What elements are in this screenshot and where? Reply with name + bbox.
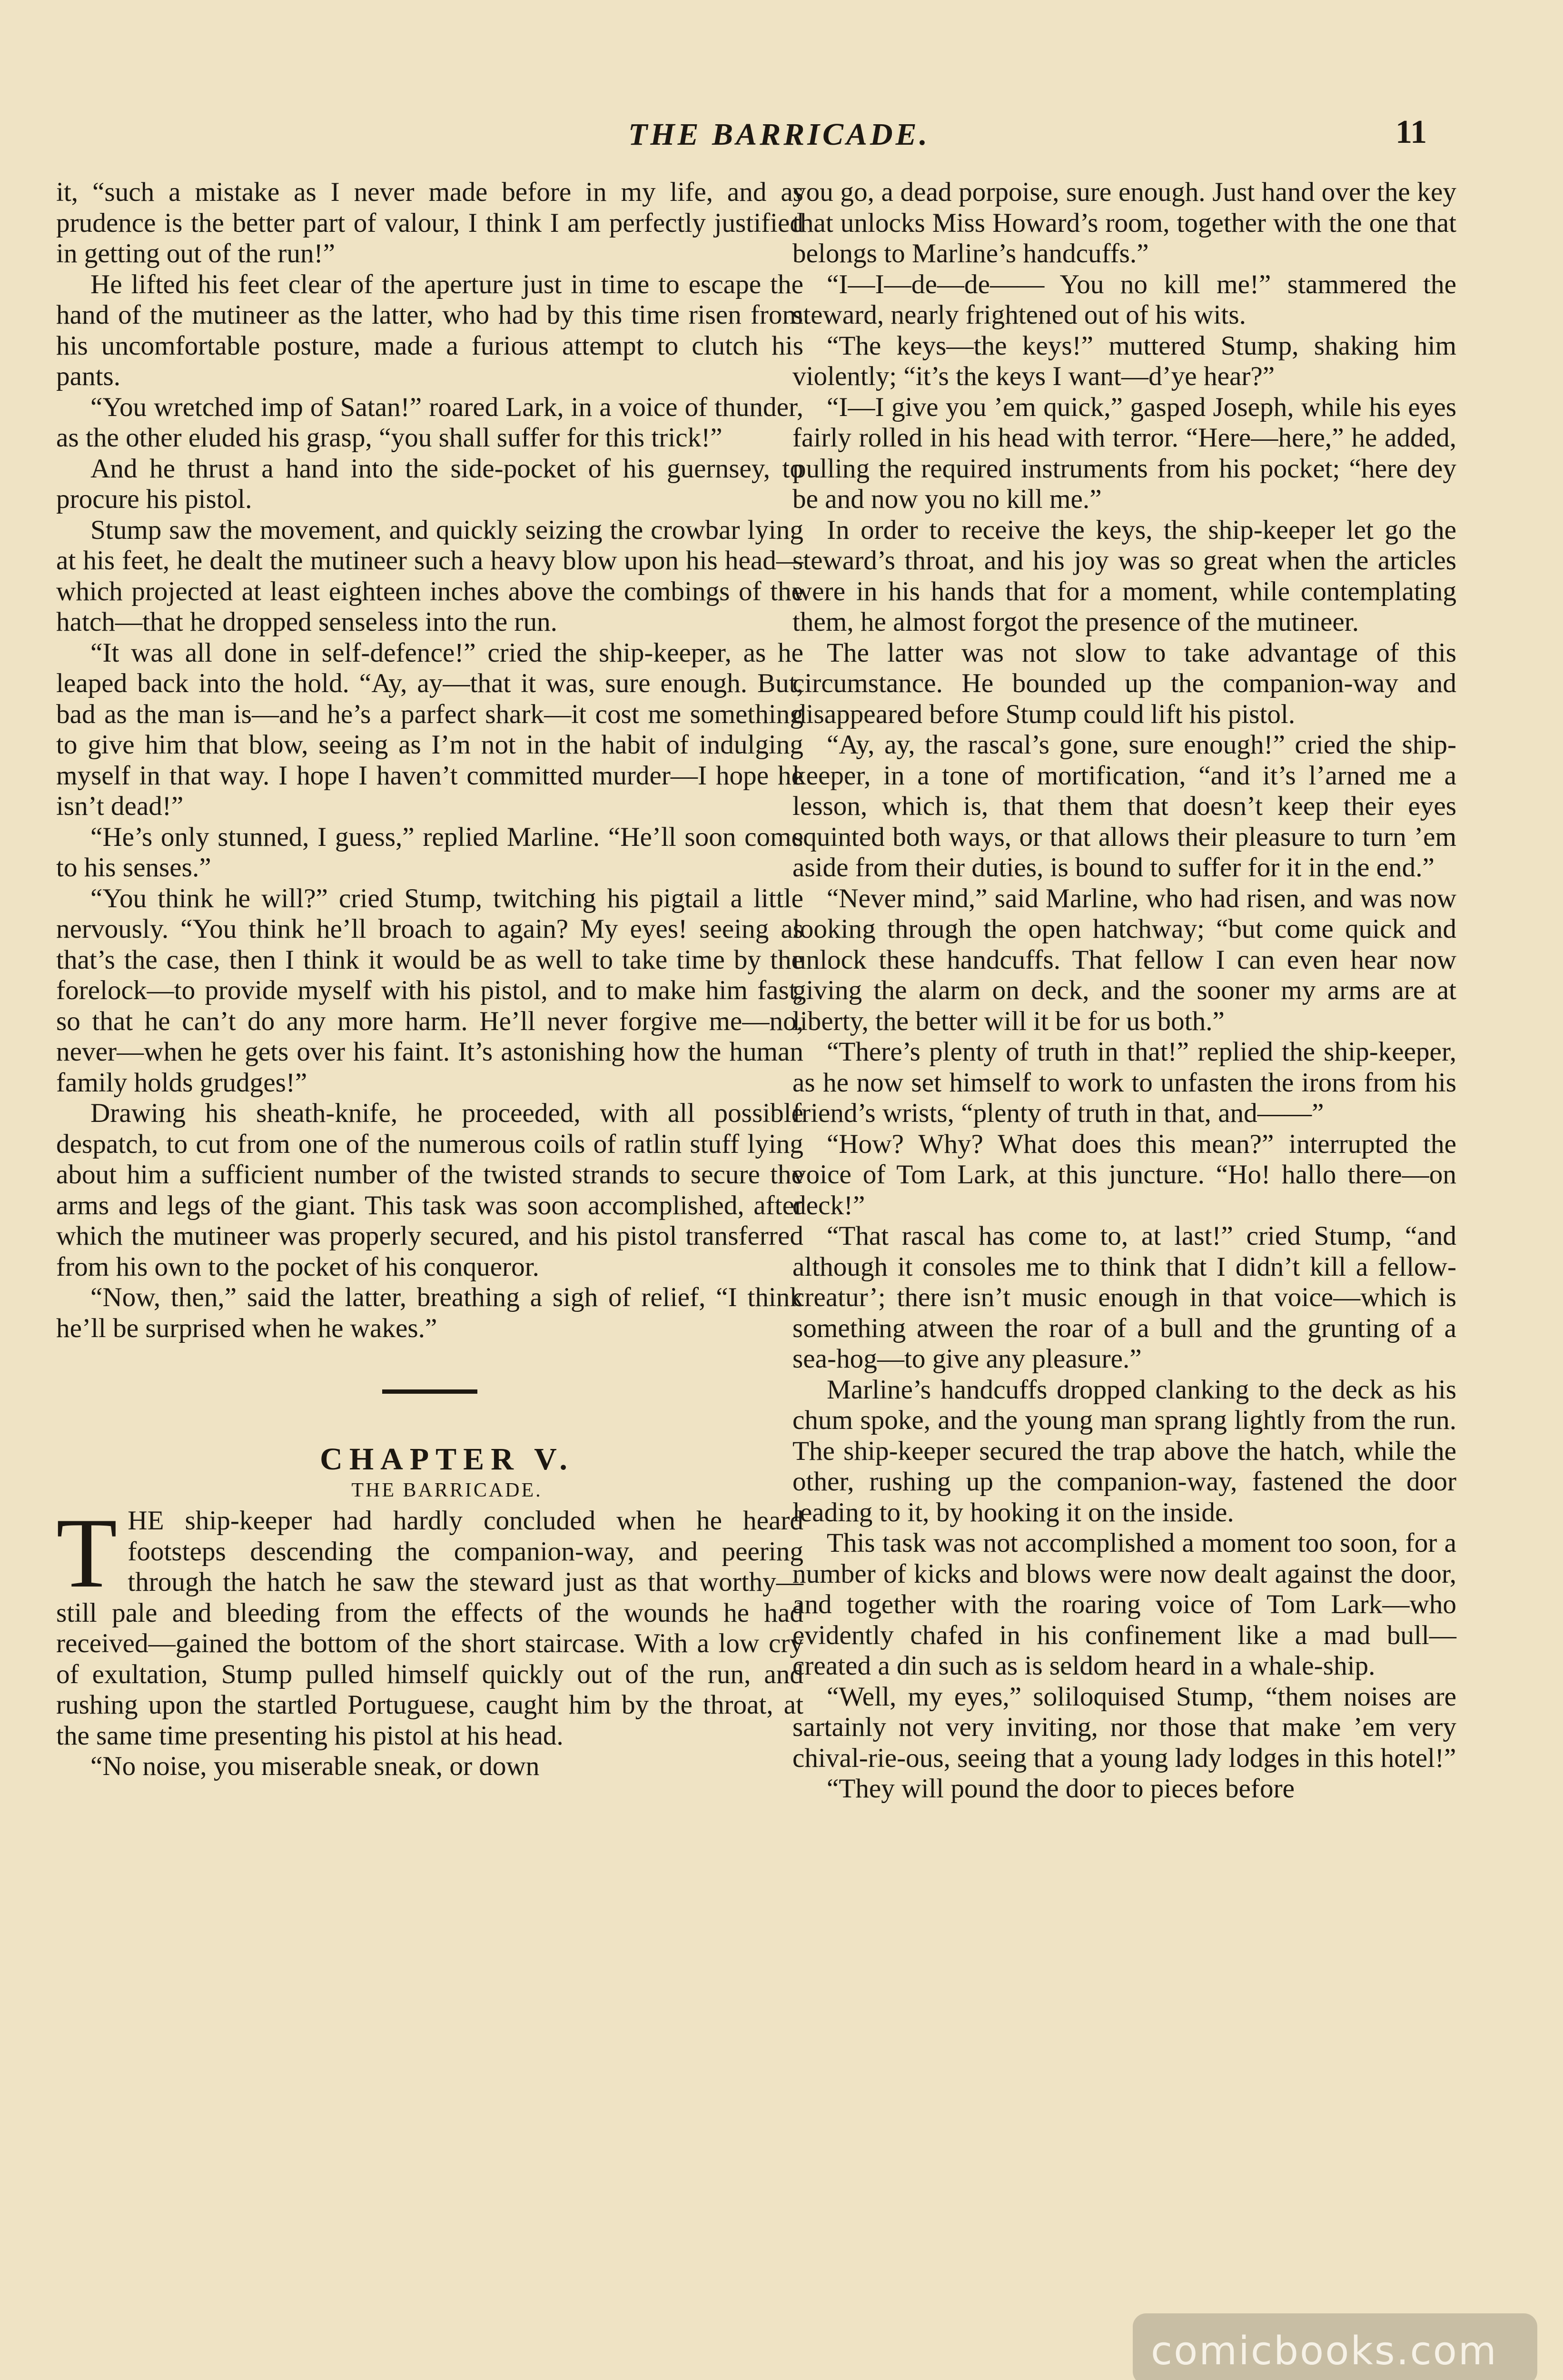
- paragraph: “The keys—the keys!” muttered Stump, shaking him violently; “it’s the keys I want—d’ye hear?”: [792, 330, 1456, 391]
- paragraph: “How? Why? What does this mean?” interrupted the voice of Tom Lark, at this juncture. “Ho! hallo there—on deck!”: [792, 1129, 1456, 1220]
- paragraph: “I—I give you ’em quick,” gasped Joseph, while his eyes fairly rolled in his head with terror. “Here—here,” he added, pulling the required instruments from his pocket; “here dey be and now you no kill me.”: [792, 392, 1456, 514]
- paragraph: In order to receive the keys, the ship-keeper let go the steward’s throat, and his joy was so great when the articles were in his hands that for a moment, while contemplating them, he almost forgot the presence of the mutineer.: [792, 515, 1456, 637]
- paragraph: “Well, my eyes,” soliloquised Stump, “them noises are sartainly not very inviting, nor those that make ’em very chival-rie-ous, seeing that a young lady lodges in this hotel!”: [792, 1681, 1456, 1773]
- paragraph: “You think he will?” cried Stump, twitching his pigtail a little nervously. “You think he’ll broach to again? My eyes! seeing as that’s the case, then I think it would be as well to take time by the forelock—to provide myself with his pistol, and to make him fast, so that he can’t do any more harm. He’ll never forgive me—no, never—when he gets over his faint. It’s astonishing how the human family holds grudges!”: [56, 883, 803, 1098]
- paragraph: you go, a dead porpoise, sure enough. Just hand over the key that unlocks Miss Howard’s room, together with the one that belongs to Marline’s handcuffs.”: [792, 177, 1456, 268]
- watermark-text: comicbooks.com: [1151, 2329, 1498, 2374]
- paragraph: Stump saw the movement, and quickly seizing the crowbar lying at his feet, he dealt the mutineer such a heavy blow upon his head—which projected at least eighteen inches above the combings of the hatch—that he dropped senseless into the run.: [56, 515, 803, 637]
- paragraph: “No noise, you miserable sneak, or down: [90, 1751, 540, 1781]
- paragraph: “Ay, ay, the rascal’s gone, sure enough!” cried the ship-keeper, in a tone of mortification, “and it’s l’arned me a lesson, which is, that them that doesn’t keep their eyes squinted both ways, or that allows their pleasure to turn ’em aside from their duties, is bound to suffer for it in the end.”: [792, 730, 1456, 883]
- paragraph: “Never mind,” said Marline, who had risen, and was now looking through the open hatchway; “but come quick and unlock these handcuffs. That fellow I can even hear now giving the alarm on deck, and the sooner my arms are at liberty, the better will it be for us both.”: [792, 883, 1456, 1036]
- chapter-opening-text: HE ship-keeper had hardly concluded when he heard footsteps descending the companion-way, and peering through the hatch he saw the steward just as that worthy—still pale and bleeding from the effects of the wounds he had received—gained the bottom of the short staircase. With a low cry of exultation, Stump pulled himself quickly out of the run, and rushing upon the startled Portuguese, caught him by the throat, at the same time presenting his pistol at his head.: [56, 1506, 803, 1751]
- paragraph: “There’s plenty of truth in that!” replied the ship-keeper, as he now set himself to work to unfasten the irons from his friend’s wrists, “plenty of truth in that, and——”: [792, 1037, 1456, 1128]
- paragraph: He lifted his feet clear of the aperture just in time to escape the hand of the mutineer as the latter, who had by this time risen from his uncomfortable posture, made a furious attempt to clutch his pants.: [56, 269, 803, 391]
- paragraph: it, “such a mistake as I never made before in my life, and as prudence is the better part of valour, I think I am perfectly justified in getting out of the run!”: [56, 177, 803, 268]
- left-text-column: [56, 177, 803, 2271]
- right-text-column: [792, 177, 1456, 2281]
- paragraph: Marline’s handcuffs dropped clanking to the deck as his chum spoke, and the young man sprang lightly from the run. The ship-keeper secured the trap above the hatch, while the other, rushing up the companion-way, fastened the door leading to it, by hooking it on the inside.: [792, 1374, 1456, 1527]
- paragraph: Drawing his sheath-knife, he proceeded, with all possible despatch, to cut from one of the numerous coils of ratlin stuff lying about him a sufficient number of the twisted strands to secure the arms and legs of the giant. This task was soon accomplished, after which the mutineer was properly secured, and his pistol transferred from his own to the pocket of his conqueror.: [56, 1098, 803, 1282]
- paragraph: “He’s only stunned, I guess,” replied Marline. “He’ll soon come to his senses.”: [56, 822, 803, 883]
- chapter-subtitle: THE BARRICADE.: [351, 1479, 543, 1501]
- paragraph: “I—I—de—de—— You no kill me!” stammered the steward, nearly frightened out of his wits.: [792, 269, 1456, 330]
- paragraph: “You wretched imp of Satan!” roared Lark, in a voice of thunder, as the other eluded his grasp, “you shall suffer for this trick!”: [56, 392, 803, 453]
- paragraph: This task was not accomplished a moment too soon, for a number of kicks and blows were now dealt against the door, and together with the roaring voice of Tom Lark—who evidently chafed in his confinement like a mad bull—created a din such as is seldom heard in a whale-ship.: [792, 1528, 1456, 1681]
- chapter-divider-rule: [382, 1389, 477, 1394]
- paragraph: “They will pound the door to pieces before: [827, 1774, 1295, 1804]
- drop-cap-letter: T: [56, 1498, 118, 1608]
- paragraph: The latter was not slow to take advantage of this circumstance. He bounded up the companion-way and disappeared before Stump could lift his pistol.: [792, 637, 1456, 729]
- page-number: 11: [1395, 114, 1427, 150]
- paragraph: “That rascal has come to, at last!” cried Stump, “and although it consoles me to think that I didn’t kill a fellow-creatur’; there isn’t music enough in that voice—which is something atween the roar of a bull and the grunting of a sea-hog—to give any pleasure.”: [792, 1221, 1456, 1374]
- running-header-title: THE BARRICADE.: [628, 117, 930, 152]
- chapter-opening-paragraph: [56, 1498, 803, 1751]
- paragraph: “It was all done in self-defence!” cried the ship-keeper, as he leaped back into the hold. “Ay, ay—that it was, sure enough. But, bad as the man is—and he’s a parfect shark—it cost me something to give him that blow, seeing as I’m not in the habit of indulging myself in that way. I hope I haven’t committed murder—I hope he isn’t dead!”: [56, 637, 803, 821]
- paragraph: And he thrust a hand into the side-pocket of his guernsey, to procure his pistol.: [56, 453, 803, 514]
- chapter-title: CHAPTER V.: [320, 1442, 574, 1477]
- paragraph: “Now, then,” said the latter, breathing a sigh of relief, “I think he’ll be surprised when he wakes.”: [56, 1282, 803, 1343]
